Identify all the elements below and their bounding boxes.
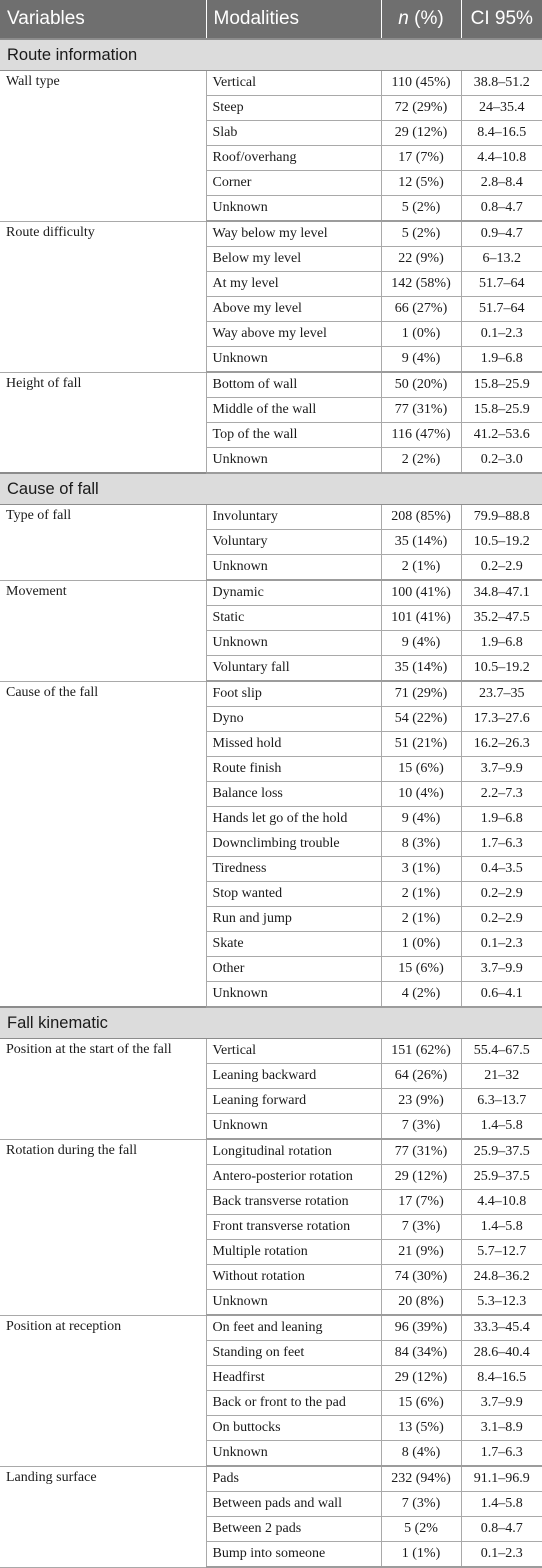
- n-percent-cell: 35 (14%): [381, 530, 461, 555]
- n-percent-cell: 22 (9%): [381, 247, 461, 272]
- n-percent-cell: 21 (9%): [381, 1240, 461, 1265]
- modality-cell: Unknown: [206, 196, 381, 222]
- ci-cell: 1.9–6.8: [461, 347, 542, 373]
- n-percent-cell: 2 (1%): [381, 882, 461, 907]
- n-percent-cell: 66 (27%): [381, 297, 461, 322]
- ci-cell: 51.7–64: [461, 272, 542, 297]
- ci-cell: 5.3–12.3: [461, 1290, 542, 1316]
- modality-cell: Unknown: [206, 1290, 381, 1316]
- ci-cell: 0.6–4.1: [461, 982, 542, 1008]
- table-row: [0, 1139, 542, 1165]
- variable-cell: Landing surface: [0, 1466, 206, 1567]
- header-modalities: Modalities: [206, 0, 381, 39]
- ci-cell: 2.8–8.4: [461, 171, 542, 196]
- ci-cell: 1.4–5.8: [461, 1114, 542, 1140]
- modality-cell: Other: [206, 957, 381, 982]
- n-percent-cell: 23 (9%): [381, 1089, 461, 1114]
- n-percent-cell: 5 (2%): [381, 221, 461, 247]
- modality-cell: Unknown: [206, 1114, 381, 1140]
- modality-cell: Bump into someone: [206, 1542, 381, 1568]
- n-percent-cell: 2 (1%): [381, 907, 461, 932]
- modality-cell: At my level: [206, 272, 381, 297]
- ci-cell: 5.7–12.7: [461, 1240, 542, 1265]
- modality-cell: Way above my level: [206, 322, 381, 347]
- header-n-letter: n: [398, 8, 409, 29]
- n-percent-cell: 116 (47%): [381, 423, 461, 448]
- ci-cell: 0.8–4.7: [461, 196, 542, 222]
- n-percent-cell: 7 (3%): [381, 1114, 461, 1140]
- n-percent-cell: 5 (2%: [381, 1517, 461, 1542]
- modality-cell: Standing on feet: [206, 1341, 381, 1366]
- header-n-percent: [381, 0, 461, 39]
- variable-cell: Position at the start of the fall: [0, 1039, 206, 1140]
- modality-cell: Leaning forward: [206, 1089, 381, 1114]
- ci-cell: 15.8–25.9: [461, 372, 542, 398]
- ci-cell: 4.4–10.8: [461, 1190, 542, 1215]
- ci-cell: 0.2–2.9: [461, 882, 542, 907]
- ci-cell: 3.7–9.9: [461, 1391, 542, 1416]
- modality-cell: Longitudinal rotation: [206, 1139, 381, 1165]
- modality-cell: Front transverse rotation: [206, 1215, 381, 1240]
- ci-cell: 10.5–19.2: [461, 530, 542, 555]
- ci-cell: 2.2–7.3: [461, 782, 542, 807]
- table-row: [0, 580, 542, 606]
- n-percent-cell: 96 (39%): [381, 1315, 461, 1341]
- section-title: Cause of fall: [0, 473, 542, 505]
- modality-cell: Unknown: [206, 631, 381, 656]
- ci-cell: 0.8–4.7: [461, 1517, 542, 1542]
- n-percent-cell: 17 (7%): [381, 146, 461, 171]
- n-percent-cell: 8 (4%): [381, 1441, 461, 1467]
- ci-cell: 1.9–6.8: [461, 807, 542, 832]
- variable-cell: Wall type: [0, 71, 206, 222]
- ci-cell: 41.2–53.6: [461, 423, 542, 448]
- n-percent-cell: 77 (31%): [381, 1139, 461, 1165]
- modality-cell: Downclimbing trouble: [206, 832, 381, 857]
- n-percent-cell: 5 (2%): [381, 196, 461, 222]
- modality-cell: Tiredness: [206, 857, 381, 882]
- ci-cell: 16.2–26.3: [461, 732, 542, 757]
- header-n-suffix: (%): [408, 8, 444, 29]
- n-percent-cell: 15 (6%): [381, 757, 461, 782]
- variable-cell: Height of fall: [0, 372, 206, 473]
- modality-cell: Foot slip: [206, 681, 381, 707]
- variable-cell: Position at reception: [0, 1315, 206, 1466]
- modality-cell: Roof/overhang: [206, 146, 381, 171]
- modality-cell: Dynamic: [206, 580, 381, 606]
- ci-cell: 23.7–35: [461, 681, 542, 707]
- modality-cell: Unknown: [206, 347, 381, 373]
- n-percent-cell: 7 (3%): [381, 1492, 461, 1517]
- n-percent-cell: 29 (12%): [381, 1165, 461, 1190]
- n-percent-cell: 110 (45%): [381, 71, 461, 96]
- variable-cell: Type of fall: [0, 505, 206, 581]
- modality-cell: Balance loss: [206, 782, 381, 807]
- ci-cell: 1.4–5.8: [461, 1492, 542, 1517]
- n-percent-cell: 74 (30%): [381, 1265, 461, 1290]
- modality-cell: Steep: [206, 96, 381, 121]
- table-row: [0, 221, 542, 247]
- ci-cell: 35.2–47.5: [461, 606, 542, 631]
- section-title: Route information: [0, 39, 542, 71]
- ci-cell: 1.9–6.8: [461, 631, 542, 656]
- ci-cell: 28.6–40.4: [461, 1341, 542, 1366]
- modality-cell: Above my level: [206, 297, 381, 322]
- ci-cell: 6–13.2: [461, 247, 542, 272]
- ci-cell: 79.9–88.8: [461, 505, 542, 530]
- table-row: [0, 71, 542, 96]
- variable-cell: Movement: [0, 580, 206, 681]
- n-percent-cell: 29 (12%): [381, 121, 461, 146]
- ci-cell: 1.4–5.8: [461, 1215, 542, 1240]
- n-percent-cell: 77 (31%): [381, 398, 461, 423]
- table-body: [0, 39, 542, 1567]
- modality-cell: Slab: [206, 121, 381, 146]
- n-percent-cell: 72 (29%): [381, 96, 461, 121]
- n-percent-cell: 2 (1%): [381, 555, 461, 581]
- ci-cell: 0.2–3.0: [461, 448, 542, 474]
- ci-cell: 1.7–6.3: [461, 1441, 542, 1467]
- modality-cell: Headfirst: [206, 1366, 381, 1391]
- n-percent-cell: 151 (62%): [381, 1039, 461, 1064]
- modality-cell: Stop wanted: [206, 882, 381, 907]
- modality-cell: Back or front to the pad: [206, 1391, 381, 1416]
- modality-cell: Involuntary: [206, 505, 381, 530]
- header-ci: CI 95%: [461, 0, 542, 39]
- n-percent-cell: 9 (4%): [381, 807, 461, 832]
- n-percent-cell: 7 (3%): [381, 1215, 461, 1240]
- n-percent-cell: 84 (34%): [381, 1341, 461, 1366]
- ci-cell: 25.9–37.5: [461, 1139, 542, 1165]
- n-percent-cell: 29 (12%): [381, 1366, 461, 1391]
- modality-cell: Leaning backward: [206, 1064, 381, 1089]
- n-percent-cell: 13 (5%): [381, 1416, 461, 1441]
- ci-cell: 0.1–2.3: [461, 322, 542, 347]
- header-variables: Variables: [0, 0, 206, 39]
- table-row: [0, 1039, 542, 1064]
- modality-cell: Between pads and wall: [206, 1492, 381, 1517]
- modality-cell: Voluntary fall: [206, 656, 381, 682]
- table-row: [0, 372, 542, 398]
- ci-cell: 33.3–45.4: [461, 1315, 542, 1341]
- ci-cell: 8.4–16.5: [461, 121, 542, 146]
- ci-cell: 1.7–6.3: [461, 832, 542, 857]
- n-percent-cell: 8 (3%): [381, 832, 461, 857]
- ci-cell: 0.4–3.5: [461, 857, 542, 882]
- modality-cell: Corner: [206, 171, 381, 196]
- n-percent-cell: 15 (6%): [381, 1391, 461, 1416]
- modality-cell: Dyno: [206, 707, 381, 732]
- n-percent-cell: 51 (21%): [381, 732, 461, 757]
- modality-cell: Pads: [206, 1466, 381, 1492]
- n-percent-cell: 1 (0%): [381, 932, 461, 957]
- ci-cell: 34.8–47.1: [461, 580, 542, 606]
- modality-cell: Back transverse rotation: [206, 1190, 381, 1215]
- n-percent-cell: 10 (4%): [381, 782, 461, 807]
- n-percent-cell: 2 (2%): [381, 448, 461, 474]
- ci-cell: 8.4–16.5: [461, 1366, 542, 1391]
- n-percent-cell: 101 (41%): [381, 606, 461, 631]
- n-percent-cell: 35 (14%): [381, 656, 461, 682]
- ci-cell: 91.1–96.9: [461, 1466, 542, 1492]
- variable-cell: Route difficulty: [0, 221, 206, 372]
- ci-cell: 17.3–27.6: [461, 707, 542, 732]
- ci-cell: 51.7–64: [461, 297, 542, 322]
- n-percent-cell: 71 (29%): [381, 681, 461, 707]
- n-percent-cell: 12 (5%): [381, 171, 461, 196]
- n-percent-cell: 50 (20%): [381, 372, 461, 398]
- ci-cell: 4.4–10.8: [461, 146, 542, 171]
- ci-cell: 0.9–4.7: [461, 221, 542, 247]
- n-percent-cell: 17 (7%): [381, 1190, 461, 1215]
- ci-cell: 0.1–2.3: [461, 1542, 542, 1568]
- table-row: [0, 1466, 542, 1492]
- n-percent-cell: 1 (1%): [381, 1542, 461, 1568]
- modality-cell: Below my level: [206, 247, 381, 272]
- modality-cell: Voluntary: [206, 530, 381, 555]
- modality-cell: Multiple rotation: [206, 1240, 381, 1265]
- modality-cell: Bottom of wall: [206, 372, 381, 398]
- ci-cell: 55.4–67.5: [461, 1039, 542, 1064]
- ci-cell: 25.9–37.5: [461, 1165, 542, 1190]
- modality-cell: Antero-posterior rotation: [206, 1165, 381, 1190]
- variable-cell: Cause of the fall: [0, 681, 206, 1007]
- table-row: [0, 1315, 542, 1341]
- ci-cell: 38.8–51.2: [461, 71, 542, 96]
- table-row: [0, 681, 542, 707]
- n-percent-cell: 208 (85%): [381, 505, 461, 530]
- ci-cell: 21–32: [461, 1064, 542, 1089]
- modality-cell: Way below my level: [206, 221, 381, 247]
- modality-cell: Missed hold: [206, 732, 381, 757]
- n-percent-cell: 20 (8%): [381, 1290, 461, 1316]
- modality-cell: Run and jump: [206, 907, 381, 932]
- n-percent-cell: 232 (94%): [381, 1466, 461, 1492]
- n-percent-cell: 64 (26%): [381, 1064, 461, 1089]
- section-row: [0, 473, 542, 505]
- modality-cell: Unknown: [206, 448, 381, 474]
- section-title: Fall kinematic: [0, 1007, 542, 1039]
- section-row: [0, 1007, 542, 1039]
- modality-cell: Hands let go of the hold: [206, 807, 381, 832]
- modality-cell: Unknown: [206, 555, 381, 581]
- modality-cell: Static: [206, 606, 381, 631]
- modality-cell: Top of the wall: [206, 423, 381, 448]
- n-percent-cell: 100 (41%): [381, 580, 461, 606]
- modality-cell: Unknown: [206, 982, 381, 1008]
- modality-cell: Without rotation: [206, 1265, 381, 1290]
- n-percent-cell: 54 (22%): [381, 707, 461, 732]
- table-header: [0, 0, 542, 39]
- modality-cell: Vertical: [206, 71, 381, 96]
- ci-cell: 6.3–13.7: [461, 1089, 542, 1114]
- variable-cell: Rotation during the fall: [0, 1139, 206, 1315]
- ci-cell: 0.2–2.9: [461, 907, 542, 932]
- header-row: [0, 0, 542, 39]
- modality-cell: Between 2 pads: [206, 1517, 381, 1542]
- n-percent-cell: 4 (2%): [381, 982, 461, 1008]
- ci-cell: 24–35.4: [461, 96, 542, 121]
- ci-cell: 24.8–36.2: [461, 1265, 542, 1290]
- modality-cell: On feet and leaning: [206, 1315, 381, 1341]
- ci-cell: 3.7–9.9: [461, 757, 542, 782]
- n-percent-cell: 142 (58%): [381, 272, 461, 297]
- n-percent-cell: 9 (4%): [381, 631, 461, 656]
- modality-cell: Route finish: [206, 757, 381, 782]
- modality-cell: Unknown: [206, 1441, 381, 1467]
- n-percent-cell: 9 (4%): [381, 347, 461, 373]
- ci-cell: 10.5–19.2: [461, 656, 542, 682]
- ci-cell: 0.2–2.9: [461, 555, 542, 581]
- modality-cell: Middle of the wall: [206, 398, 381, 423]
- section-row: [0, 39, 542, 71]
- modality-cell: Vertical: [206, 1039, 381, 1064]
- modality-cell: Skate: [206, 932, 381, 957]
- ci-cell: 3.7–9.9: [461, 957, 542, 982]
- table-row: [0, 505, 542, 530]
- modality-cell: On buttocks: [206, 1416, 381, 1441]
- ci-cell: 15.8–25.9: [461, 398, 542, 423]
- n-percent-cell: 1 (0%): [381, 322, 461, 347]
- ci-cell: 0.1–2.3: [461, 932, 542, 957]
- ci-cell: 3.1–8.9: [461, 1416, 542, 1441]
- n-percent-cell: 15 (6%): [381, 957, 461, 982]
- n-percent-cell: 3 (1%): [381, 857, 461, 882]
